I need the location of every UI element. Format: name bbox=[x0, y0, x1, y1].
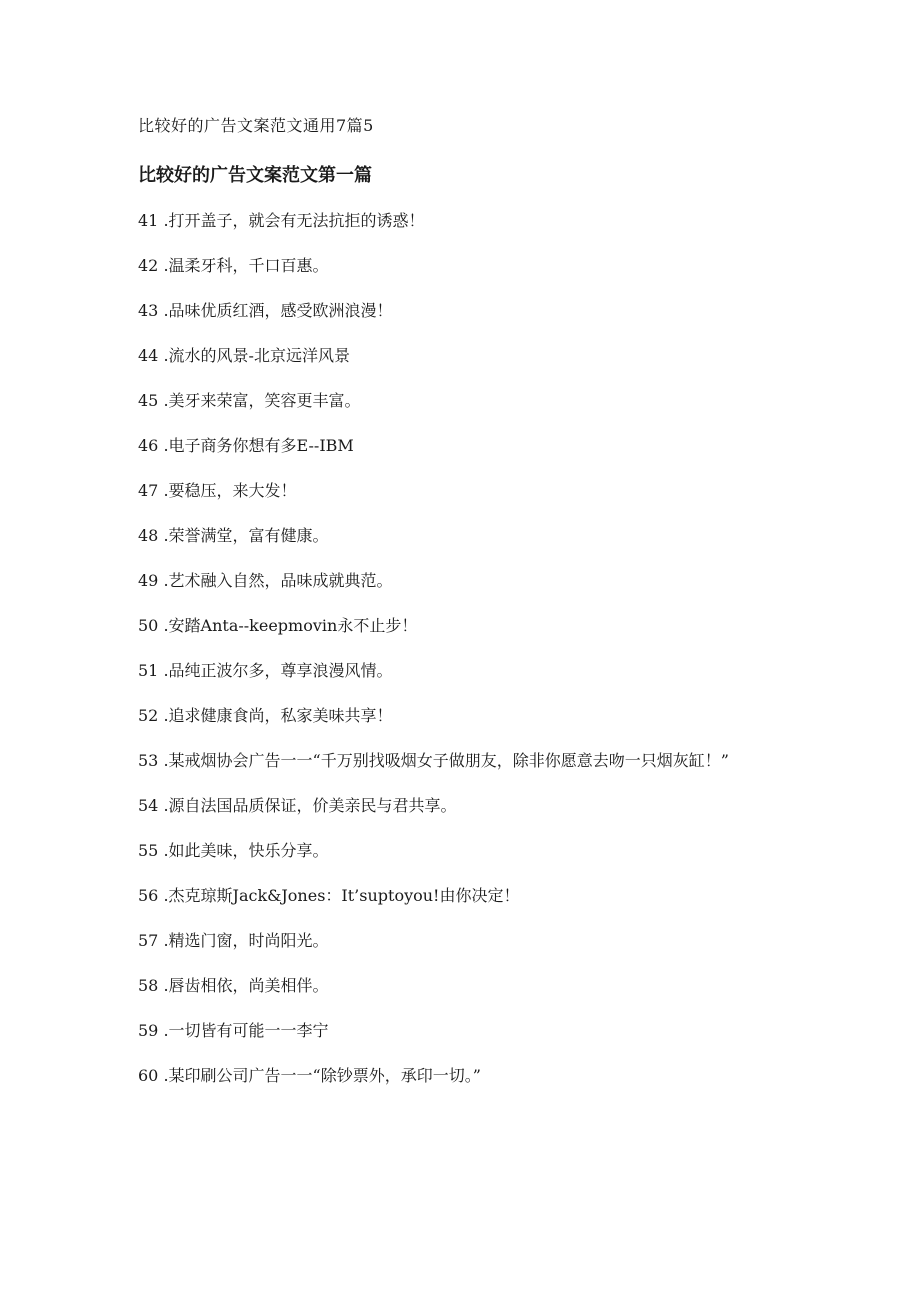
item-text: 品纯正波尔多，尊享浪漫风情。 bbox=[168, 661, 393, 680]
item-separator: . bbox=[158, 301, 169, 320]
item-separator: . bbox=[158, 1021, 169, 1040]
item-text: 某印刷公司广告一一“除钞票外，承印一切。” bbox=[168, 1066, 481, 1085]
item-text: 艺术融入自然，品味成就典范。 bbox=[168, 571, 393, 590]
item-number: 46 bbox=[138, 436, 159, 455]
item-number: 55 bbox=[138, 841, 159, 860]
list-item bbox=[138, 839, 788, 862]
item-separator: . bbox=[158, 481, 169, 500]
item-number: 45 bbox=[138, 391, 159, 410]
item-separator: . bbox=[158, 706, 169, 725]
item-text: 品味优质红酒，感受欧洲浪漫！ bbox=[168, 301, 393, 320]
item-number: 49 bbox=[138, 571, 159, 590]
item-separator: . bbox=[158, 976, 169, 995]
item-number: 60 bbox=[138, 1066, 159, 1085]
item-text: 要稳压，来大发！ bbox=[168, 481, 297, 500]
list-item bbox=[138, 389, 788, 412]
item-text: 源自法国品质保证，价美亲民与君共享。 bbox=[168, 796, 457, 815]
list-item bbox=[138, 1019, 788, 1042]
list-item bbox=[138, 749, 788, 772]
item-number: 42 bbox=[138, 256, 159, 275]
item-number: 47 bbox=[138, 481, 159, 500]
list-item bbox=[138, 479, 788, 502]
list-item bbox=[138, 794, 788, 817]
item-number: 57 bbox=[138, 931, 159, 950]
item-number: 59 bbox=[138, 1021, 159, 1040]
item-text: 美牙来荣富，笑容更丰富。 bbox=[168, 391, 361, 410]
list-item bbox=[138, 299, 788, 322]
item-separator: . bbox=[158, 346, 169, 365]
list-item bbox=[138, 209, 788, 232]
item-text: 精选门窗，时尚阳光。 bbox=[168, 931, 329, 950]
item-separator: . bbox=[158, 841, 169, 860]
section-heading: 比较好的广告文案范文第一篇 bbox=[138, 165, 372, 186]
item-text: 流水的风景-北京远洋风景 bbox=[168, 346, 350, 365]
item-text: 电子商务你想有多E--IBM bbox=[168, 436, 354, 455]
item-text: 一切皆有可能一一李宁 bbox=[168, 1021, 329, 1040]
list-item bbox=[138, 569, 788, 592]
list-item bbox=[138, 929, 788, 952]
item-number: 43 bbox=[138, 301, 159, 320]
list-item bbox=[138, 614, 788, 637]
item-number: 53 bbox=[138, 751, 159, 770]
item-number: 58 bbox=[138, 976, 159, 995]
list-item bbox=[138, 524, 788, 547]
slogan-list bbox=[138, 209, 788, 1109]
item-text: 唇齿相依，尚美相伴。 bbox=[168, 976, 329, 995]
item-number: 54 bbox=[138, 796, 159, 815]
item-separator: . bbox=[158, 211, 169, 230]
item-text: 追求健康食尚，私家美味共享！ bbox=[168, 706, 393, 725]
item-number: 44 bbox=[138, 346, 159, 365]
item-separator: . bbox=[158, 661, 169, 680]
item-text: 如此美味，快乐分享。 bbox=[168, 841, 329, 860]
list-item bbox=[138, 1064, 788, 1087]
item-number: 41 bbox=[138, 211, 159, 230]
item-separator: . bbox=[158, 751, 169, 770]
list-item bbox=[138, 254, 788, 277]
document-title: 比较好的广告文案范文通用7篇5 bbox=[138, 116, 374, 135]
item-number: 51 bbox=[138, 661, 159, 680]
item-separator: . bbox=[158, 1066, 169, 1085]
item-text: 安踏Anta--keepmovin永不止步！ bbox=[168, 616, 418, 635]
item-text: 杰克琼斯Jack&Jones：It’suptoyou!由你决定！ bbox=[168, 886, 520, 905]
item-text: 温柔牙科，千口百惠。 bbox=[168, 256, 329, 275]
item-number: 56 bbox=[138, 886, 159, 905]
list-item bbox=[138, 884, 788, 907]
item-number: 48 bbox=[138, 526, 159, 545]
item-separator: . bbox=[158, 571, 169, 590]
list-item bbox=[138, 974, 788, 997]
item-separator: . bbox=[158, 931, 169, 950]
item-text: 荣誉满堂，富有健康。 bbox=[168, 526, 329, 545]
item-separator: . bbox=[158, 886, 169, 905]
item-separator: . bbox=[158, 256, 169, 275]
list-item bbox=[138, 434, 788, 457]
item-separator: . bbox=[158, 391, 169, 410]
item-separator: . bbox=[158, 436, 169, 455]
list-item bbox=[138, 344, 788, 367]
list-item bbox=[138, 704, 788, 727]
item-separator: . bbox=[158, 526, 169, 545]
item-number: 50 bbox=[138, 616, 159, 635]
list-item bbox=[138, 659, 788, 682]
item-text: 打开盖子，就会有无法抗拒的诱惑！ bbox=[168, 211, 425, 230]
item-separator: . bbox=[158, 616, 169, 635]
item-text: 某戒烟协会广告一一“千万别找吸烟女子做朋友，除非你愿意去吻一只烟灰缸！” bbox=[168, 751, 729, 770]
item-number: 52 bbox=[138, 706, 159, 725]
item-separator: . bbox=[158, 796, 169, 815]
